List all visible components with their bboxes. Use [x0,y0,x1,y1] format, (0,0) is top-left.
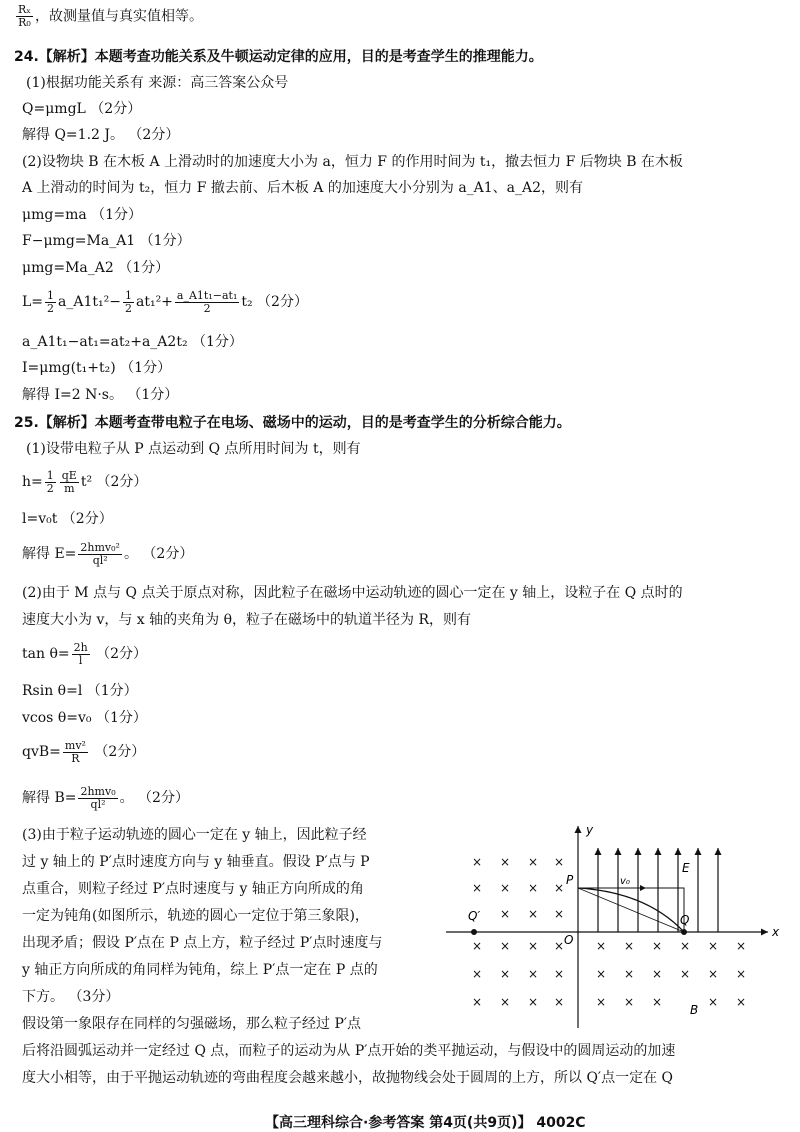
q24-line-8: μmg=Ma_A2 （1分） [22,260,170,276]
svg-text:×: × [708,967,719,981]
svg-text:×: × [554,881,565,895]
svg-text:×: × [472,967,483,981]
point-q [681,929,687,935]
svg-text:×: × [554,855,565,869]
q25-line-3: l=v₀t （2分） [22,511,113,527]
q25-p3-line-8: 假设第一象限存在同样的匀强磁场，那么粒子经过 P′点 [22,1016,362,1032]
svg-text:×: × [472,855,483,869]
q25-line-2-equation: h= $\frac{1}{2}$ $\frac{qE}{m}$ t² （2分） [22,468,148,495]
svg-text:×: × [528,939,539,953]
q25-p3-line-5: 出现矛盾；假设 P′点在 P 点上方，粒子经过 P′点时速度与 [22,935,383,951]
q25-line-8: Rsin θ=l （1分） [22,683,138,699]
label-y: y [586,823,594,837]
q24-line-6: μmg=ma （1分） [22,207,143,223]
svg-text:×: × [596,995,607,1009]
field-diagram [446,820,786,1030]
q25-line-5: (2)由于 M 点与 Q 点关于原点对称，因此粒子在磁场中运动轨迹的圆心一定在 y 轴上，设粒子在 Q 点时的 [22,585,683,601]
q25-p3-line-2: 过 y 轴上的 P′点时速度方向与 y 轴垂直。假设 P′点与 P [22,854,370,870]
q25-header: 25.【解析】本题考查带电粒子在电场、磁场中的运动，目的是考查学生的分析综合能力。 [14,415,571,431]
q24-line-9-equation: L= $\frac{1}{2}$ a_A1t₁²− $\frac{1}{2}$ at₁²+ $\frac{\text{a\_A1t₁−at₁}}{2}$ t₂ （2分） [22,288,308,315]
svg-text:×: × [472,881,483,895]
electric-field-arrows [598,848,718,932]
label-e: E [682,861,690,875]
q24-header: 24.【解析】本题考查功能关系及牛顿运动定律的应用，目的是考查学生的推理能力。 [14,49,543,65]
q24-line-3: 解得 Q=1.2 J。 （2分） [22,127,180,143]
point-m [471,929,477,935]
ratio-fraction: $\frac{\text{Rₓ}}{\text{R₀}}$ [18,3,31,29]
q24-line-10: a_A1t₁−at₁=at₂+a_A2t₂ （1分） [22,334,243,350]
svg-text:×: × [500,939,511,953]
q25-line-6: 速度大小为 v，与 x 轴的夹角为 θ，粒子在磁场中的轨道半径为 R，则有 [22,612,472,628]
q25-line-4-equation: 解得 E= $\frac{\text{2hmv₀²}}{\text{ql²}}$ 。 （2分） [22,540,194,567]
q25-line-7-equation: tan θ= $\frac{2h}{l}$ （2分） [22,640,148,667]
q24-line-2: Q=μmgL （2分） [22,101,142,117]
svg-text:×: × [680,967,691,981]
svg-text:×: × [652,939,663,953]
svg-text:×: × [554,995,565,1009]
svg-text:×: × [554,967,565,981]
label-o: O [564,933,574,947]
svg-text:×: × [528,967,539,981]
label-v0: v₀ [620,876,630,887]
q24-line-11: I=μmg(t₁+t₂) （1分） [22,360,172,376]
q25-p3-line-7: 下方。 （3分） [22,989,120,1005]
svg-text:×: × [596,939,607,953]
svg-text:×: × [554,907,565,921]
svg-text:×: × [500,907,511,921]
q25-line-9: vcos θ=v₀ （1分） [22,710,147,726]
label-x: x [772,925,780,939]
svg-text:×: × [708,995,719,1009]
q24-line-5: A 上滑动的时间为 t₂，恒力 F 撤去前、后木板 A 的加速度大小分别为 a_A1、a_A2，则有 [22,180,584,196]
svg-text:×: × [596,967,607,981]
q25-line-11-equation: 解得 B= $\frac{\text{2hmv₀}}{\text{ql²}}$ 。 （2分） [22,784,189,811]
svg-text:×: × [528,907,539,921]
q25-p3-line-3: 点重合，则粒子经过 P′点时速度与 y 轴正方向所成的角 [22,881,364,897]
q24-line-1: (1)根据功能关系有 来源：高三答案公众号 [26,75,289,91]
label-b: B [690,1003,699,1017]
svg-text:×: × [472,995,483,1009]
page-footer: 【高三理科综合·参考答案 第4页(共9页)】 4002C [265,1115,586,1131]
q25-p4-line-1: 后将沿圆弧运动并一定经过 Q 点，而粒子的运动为从 P′点开始的类平抛运动，与假设中的圆周运动的加速 [22,1043,676,1059]
svg-text:×: × [500,995,511,1009]
q25-line-1: (1)设带电粒子从 P 点运动到 Q 点所用时间为 t，则有 [26,441,361,457]
q25-p3-line-1: (3)由于粒子运动轨迹的圆心一定在 y 轴上，因此粒子经 [22,827,367,843]
q25-line-10-equation: qvB= $\frac{\text{mv²}}{R}$ （2分） [22,738,146,765]
svg-text:×: × [500,855,511,869]
svg-text:×: × [736,939,747,953]
svg-text:×: × [652,995,663,1009]
svg-text:×: × [680,939,691,953]
svg-text:×: × [500,881,511,895]
svg-text:×: × [708,939,719,953]
svg-text:×: × [554,939,565,953]
svg-text:×: × [528,881,539,895]
svg-text:×: × [736,967,747,981]
q24-line-7: F−μmg=Ma_A1 （1分） [22,233,191,249]
svg-text:×: × [624,967,635,981]
q25-p4-line-2: 度大小相等，由于平抛运动轨迹的弯曲程度会越来越小，故抛物线会处于圆周的上方，所以 Q′点一定在 Q [22,1070,674,1086]
svg-text:×: × [736,995,747,1009]
q25-p3-line-6: y 轴正方向所成的角同样为钝角，综上 P′点一定在 P 点的 [22,962,378,978]
svg-text:×: × [500,967,511,981]
svg-text:×: × [624,939,635,953]
svg-text:×: × [472,939,483,953]
label-q: Q [680,913,690,927]
q24-line-4: (2)设物块 B 在木板 A 上滑动时的加速度大小为 a，恒力 F 的作用时间为 t₁，撤去恒力 F 后物块 B 在木板 [22,154,683,170]
svg-text:×: × [528,855,539,869]
svg-text:×: × [624,995,635,1009]
q25-p3-line-4: 一定为钝角(如图所示，轨迹的圆心一定位于第三象限)， [22,908,369,924]
label-p: P [566,873,574,887]
top-fraction-line: $\frac{\text{Rₓ}}{\text{R₀}}$ ，故测量值与真实值相等。 [18,3,203,29]
svg-text:×: × [528,995,539,1009]
svg-text:×: × [652,967,663,981]
label-m: Q′ [468,909,481,923]
q24-line-12: 解得 I=2 N·s。 （1分） [22,387,179,403]
